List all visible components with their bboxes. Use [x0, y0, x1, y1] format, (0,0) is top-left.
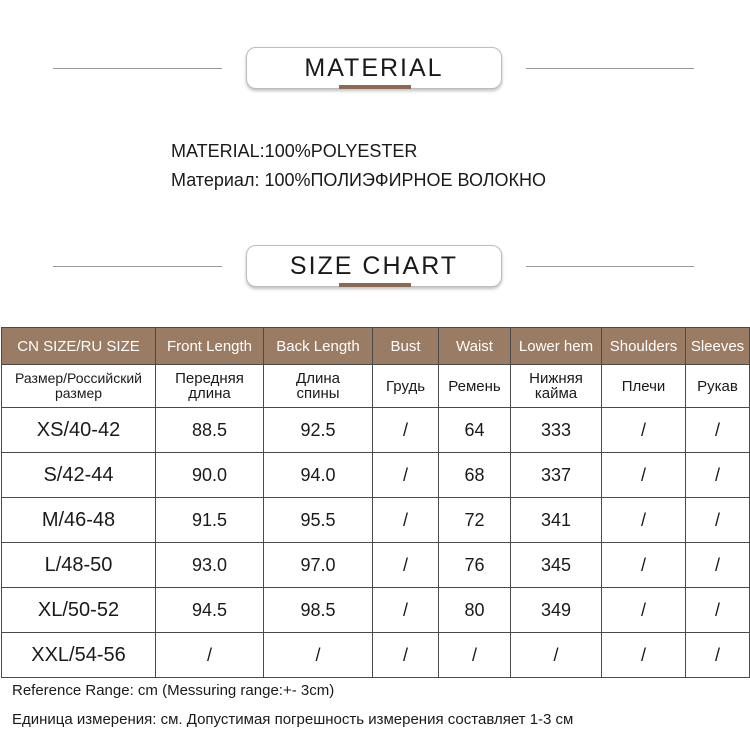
- cell-sleeves: /: [686, 588, 750, 633]
- footer-note-en: Reference Range: cm (Messuring range:+- 3cm): [12, 682, 335, 699]
- cell-bust: /: [373, 633, 439, 678]
- divider-right: [526, 266, 694, 267]
- cell-bust: /: [373, 408, 439, 453]
- cell-lower-hem: /: [511, 633, 602, 678]
- cell-front-length: 90.0: [156, 453, 264, 498]
- ru-header-shoulders: Плечи: [602, 365, 686, 408]
- table-row: [2, 408, 750, 453]
- ru-header-front-length: Передняя длина: [156, 365, 264, 408]
- cell-bust: /: [373, 498, 439, 543]
- col-header-shoulders: Shoulders: [602, 328, 686, 365]
- cell-sleeves: /: [686, 543, 750, 588]
- cell-shoulders: /: [602, 543, 686, 588]
- cell-lower-hem: 337: [511, 453, 602, 498]
- footer-note-ru: Единица измерения: см. Допустимая погрешность измерения составляет 1-3 см: [12, 711, 574, 728]
- cell-back-length: 97.0: [264, 543, 373, 588]
- material-title-box: [246, 47, 502, 89]
- cell-sleeves: /: [686, 498, 750, 543]
- size-chart-title-box: [246, 245, 502, 287]
- col-header-sleeves: Sleeves: [686, 328, 750, 365]
- col-header-back-length: Back Length: [264, 328, 373, 365]
- size-chart-title: SIZE CHART: [289, 251, 459, 280]
- cell-sleeves: /: [686, 408, 750, 453]
- title-accent-underline: [339, 283, 411, 287]
- cell-front-length: 93.0: [156, 543, 264, 588]
- cell-waist: 64: [439, 408, 511, 453]
- cell-shoulders: /: [602, 408, 686, 453]
- divider-right: [526, 68, 694, 69]
- cell-back-length: 95.5: [264, 498, 373, 543]
- cell-back-length: 92.5: [264, 408, 373, 453]
- cell-waist: 72: [439, 498, 511, 543]
- title-accent-underline: [339, 85, 411, 89]
- divider-left: [53, 68, 222, 69]
- cell-front-length: 94.5: [156, 588, 264, 633]
- cell-size: S/42-44: [2, 453, 156, 498]
- size-chart-header: [0, 245, 750, 291]
- col-header-front-length: Front Length: [156, 328, 264, 365]
- ru-header-sleeves: Рукав: [686, 365, 750, 408]
- cell-back-length: 94.0: [264, 453, 373, 498]
- cell-bust: /: [373, 543, 439, 588]
- cell-front-length: /: [156, 633, 264, 678]
- ru-header-waist: Ремень: [439, 365, 511, 408]
- ru-header-size: Размер/Российский размер: [2, 365, 156, 408]
- cell-back-length: 98.5: [264, 588, 373, 633]
- cell-size: XXL/54-56: [2, 633, 156, 678]
- cell-waist: 76: [439, 543, 511, 588]
- cell-size: XS/40-42: [2, 408, 156, 453]
- cell-back-length: /: [264, 633, 373, 678]
- cell-waist: 80: [439, 588, 511, 633]
- header-row-en: [2, 328, 750, 365]
- material-line-en: MATERIAL:100%POLYESTER: [171, 141, 418, 161]
- ru-header-bust: Грудь: [373, 365, 439, 408]
- ru-header-back-length: Длина спины: [264, 365, 373, 408]
- cell-waist: 68: [439, 453, 511, 498]
- cell-lower-hem: 345: [511, 543, 602, 588]
- col-header-bust: Bust: [373, 328, 439, 365]
- col-header-lower-hem: Lower hem: [511, 328, 602, 365]
- cell-waist: /: [439, 633, 511, 678]
- header-row-ru: [2, 365, 750, 408]
- col-header-waist: Waist: [439, 328, 511, 365]
- table-row: [2, 633, 750, 678]
- divider-left: [53, 266, 222, 267]
- cell-size: M/46-48: [2, 498, 156, 543]
- table-row: [2, 588, 750, 633]
- cell-bust: /: [373, 453, 439, 498]
- material-header: [0, 47, 750, 93]
- table-row: [2, 498, 750, 543]
- size-chart-table: [1, 327, 750, 678]
- cell-lower-hem: 333: [511, 408, 602, 453]
- cell-size: XL/50-52: [2, 588, 156, 633]
- cell-front-length: 91.5: [156, 498, 264, 543]
- cell-front-length: 88.5: [156, 408, 264, 453]
- table-row: [2, 453, 750, 498]
- cell-sleeves: /: [686, 633, 750, 678]
- cell-shoulders: /: [602, 498, 686, 543]
- cell-shoulders: /: [602, 633, 686, 678]
- material-line-ru: Материал: 100%ПОЛИЭФИРНОЕ ВОЛОКНО: [171, 170, 547, 190]
- cell-shoulders: /: [602, 588, 686, 633]
- ru-header-lower-hem: Нижняя кайма: [511, 365, 602, 408]
- cell-size: L/48-50: [2, 543, 156, 588]
- cell-shoulders: /: [602, 453, 686, 498]
- cell-bust: /: [373, 588, 439, 633]
- col-header-size: CN SIZE/RU SIZE: [2, 328, 156, 365]
- cell-sleeves: /: [686, 453, 750, 498]
- table-row: [2, 543, 750, 588]
- cell-lower-hem: 349: [511, 588, 602, 633]
- cell-lower-hem: 341: [511, 498, 602, 543]
- material-title: MATERIAL: [304, 53, 444, 82]
